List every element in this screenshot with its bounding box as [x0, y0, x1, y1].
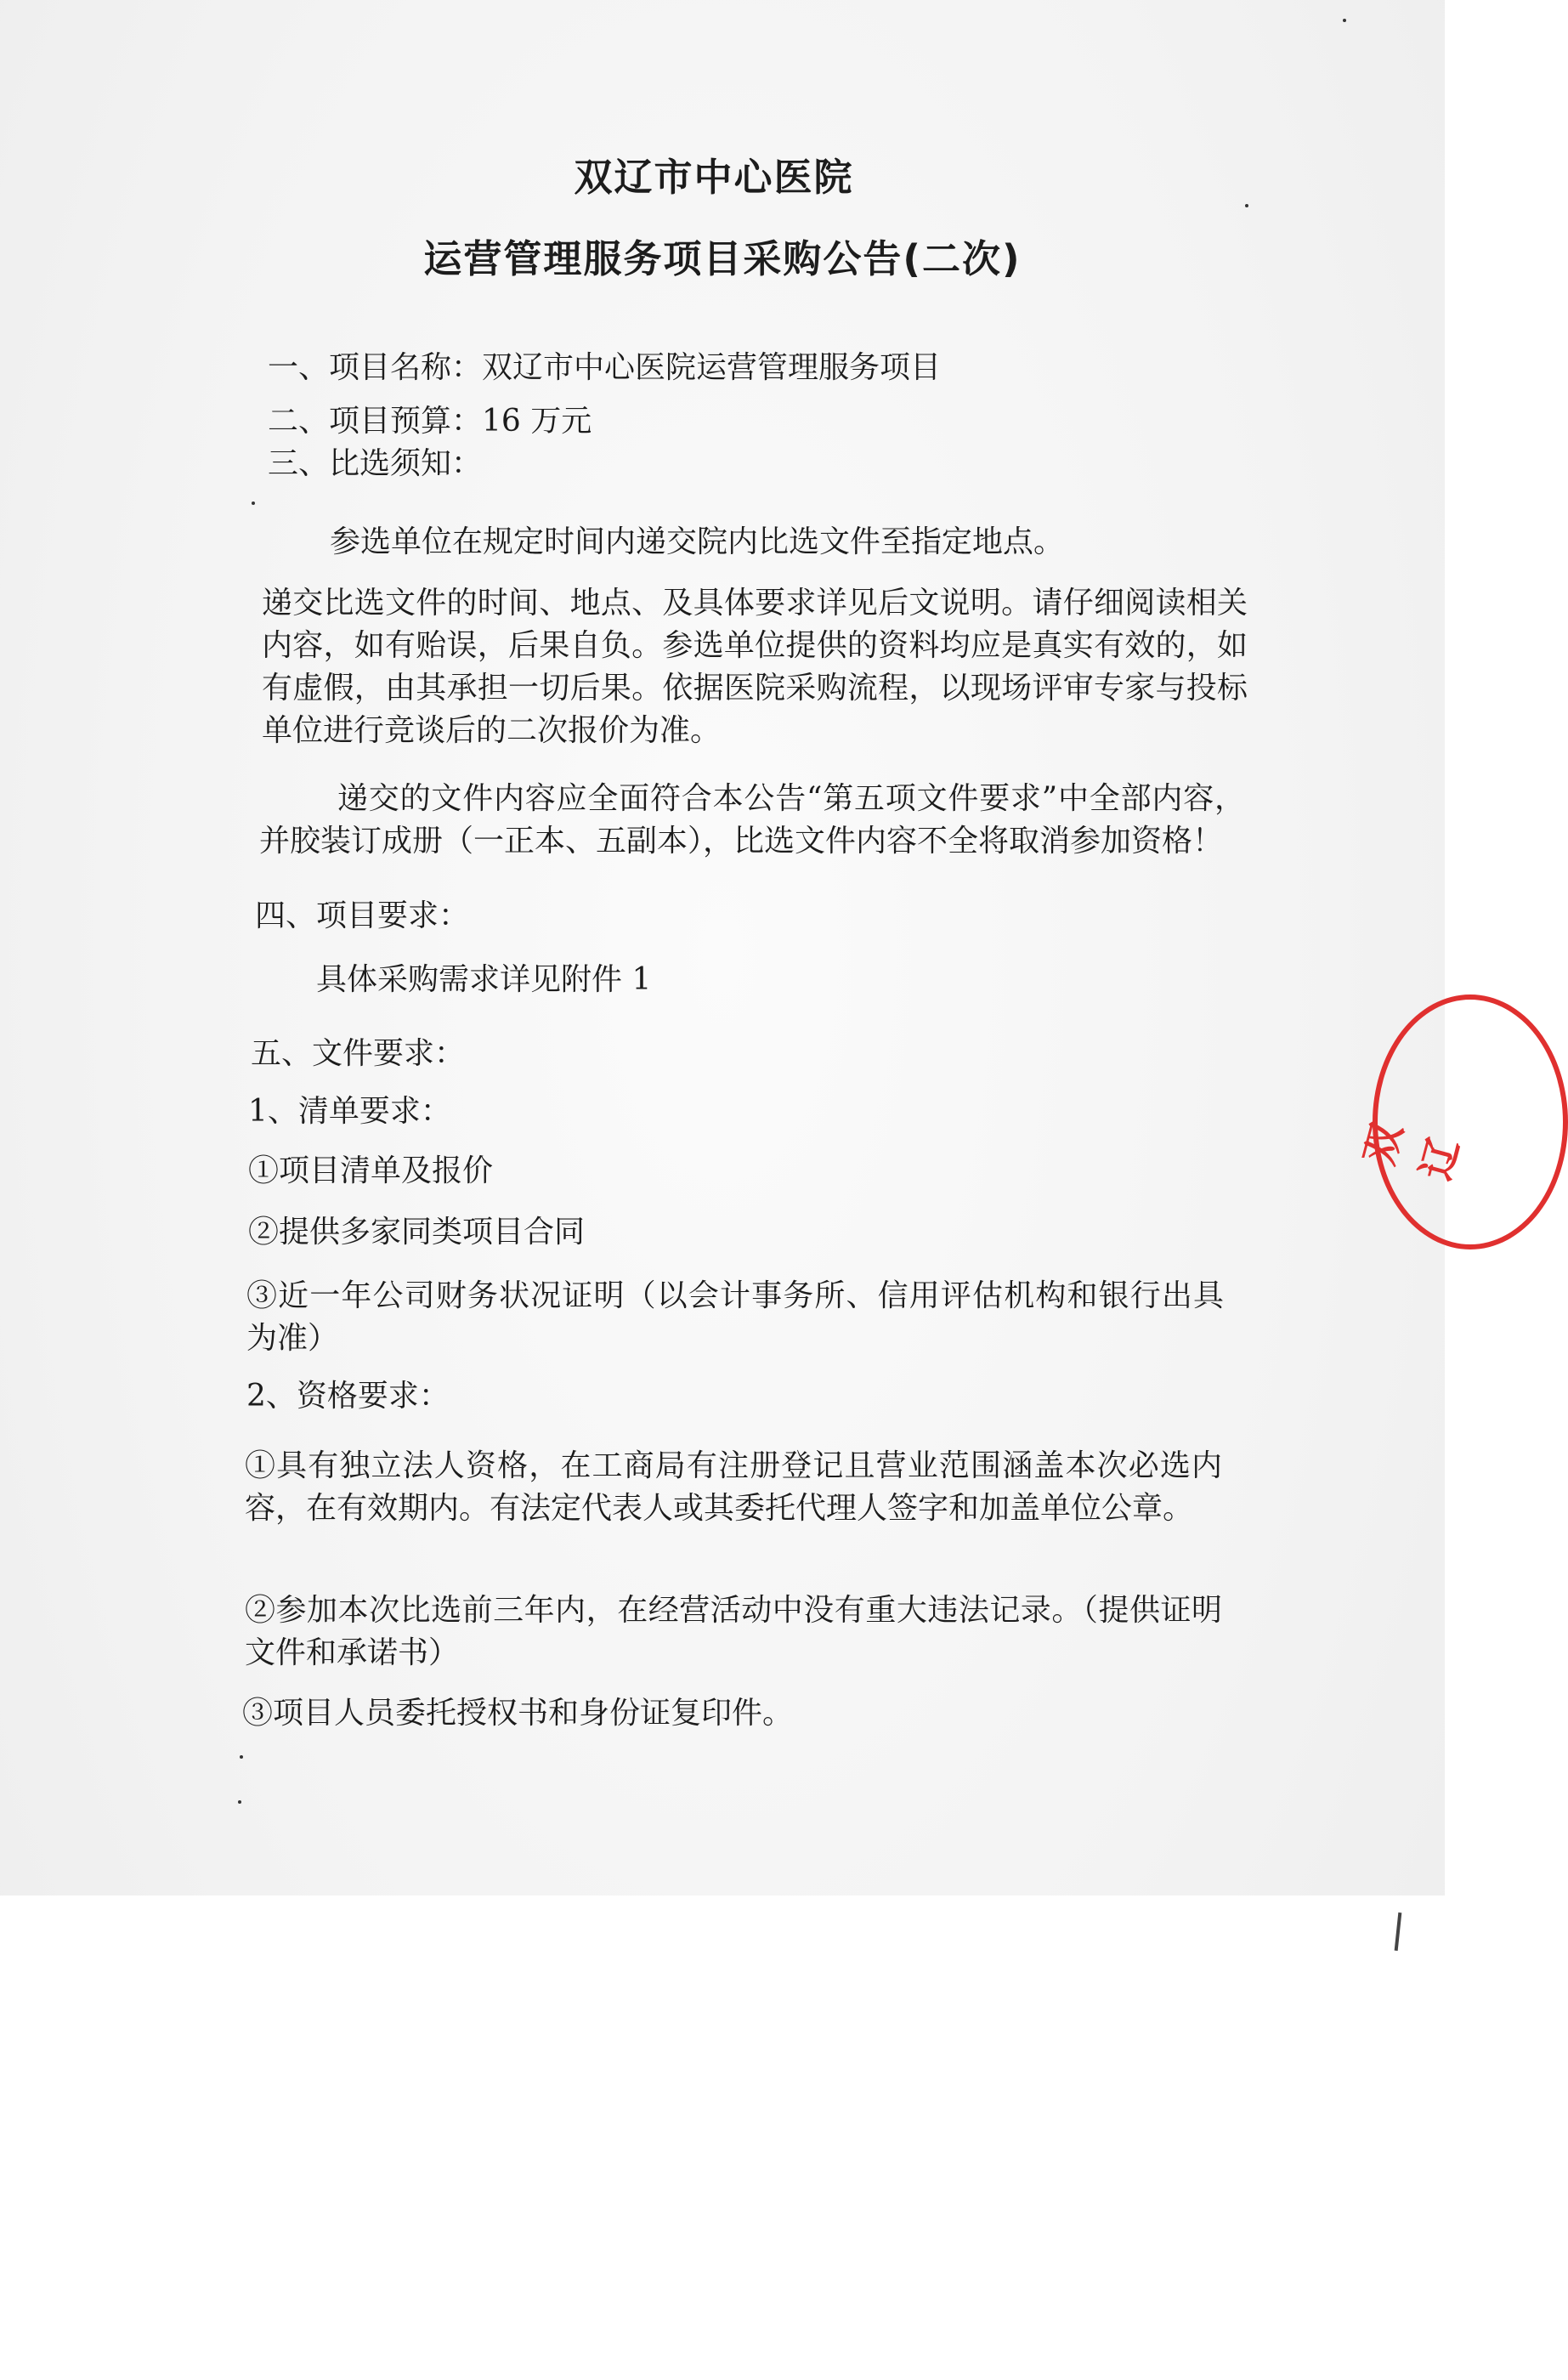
list-requirements-heading: 1、清单要求： — [248, 1094, 451, 1129]
section-project-requirements: 四、项目要求： — [255, 898, 470, 933]
scan-speck — [240, 1755, 243, 1759]
list-requirement-item: ③近一年公司财务状况证明（以会计事务所、信用评估机构和银行出具为准） — [246, 1278, 1224, 1356]
document-title-notice: 运营管理服务项目采购公告(二次) — [423, 236, 1022, 281]
scan-speck — [1245, 204, 1248, 207]
section-selection-notice: 三、比选须知： — [268, 446, 483, 481]
notice-paragraph-2: 递交比选文件的时间、地点、及具体要求详见后文说明。请仔细阅读相关内容，如有贻误，后果自负。参选单位提供的资料均应是真实有效的，如有虚假，由其承担一切后果。依据医院采购流程，以现场评审专家与投标单位进行竞谈后的二次报价为准。 — [262, 586, 1248, 748]
qualification-item: ③项目人员委托授权书和身份证复印件。 — [242, 1696, 794, 1731]
list-requirement-item: ①项目清单及报价 — [248, 1153, 494, 1188]
qualification-item: ②参加本次比选前三年内，在经营活动中没有重大违法记录。（提供证明文件和承诺书） — [245, 1593, 1222, 1670]
section-project-name: 一、项目名称：双辽市中心医院运营管理服务项目 — [268, 350, 942, 385]
qualification-item: ①具有独立法人资格，在工商局有注册登记且营业范围涵盖本次必选内容，在有效期内。有法定代表人或其委托代理人签字和加盖单位公章。 — [245, 1448, 1222, 1526]
list-requirement-item: ②提供多家同类项目合同 — [248, 1215, 586, 1250]
section-document-requirements: 五、文件要求： — [251, 1036, 466, 1071]
qualification-requirements-heading: 2、资格要求： — [246, 1379, 450, 1414]
page-lower-blank — [0, 1896, 1445, 2380]
seal-text: 双辽 — [1355, 1118, 1469, 1186]
scan-speck — [1343, 19, 1346, 22]
document-title-hospital: 双辽市中心医院 — [574, 155, 854, 200]
requirements-detail: 具体采购需求详见附件 1 — [316, 962, 652, 997]
scan-speck — [252, 502, 255, 505]
scan-speck — [238, 1800, 241, 1804]
notice-paragraph-3: 递交的文件内容应全面符合本公告“第五项文件要求”中全部内容，并胶装订成册（一正本、五副本），比选文件内容不全将取消参加资格！ — [259, 781, 1245, 858]
section-project-budget: 二、项目预算：16 万元 — [268, 404, 592, 439]
notice-paragraph-1: 参选单位在规定时间内递交院内比选文件至指定地点。 — [330, 524, 1065, 559]
